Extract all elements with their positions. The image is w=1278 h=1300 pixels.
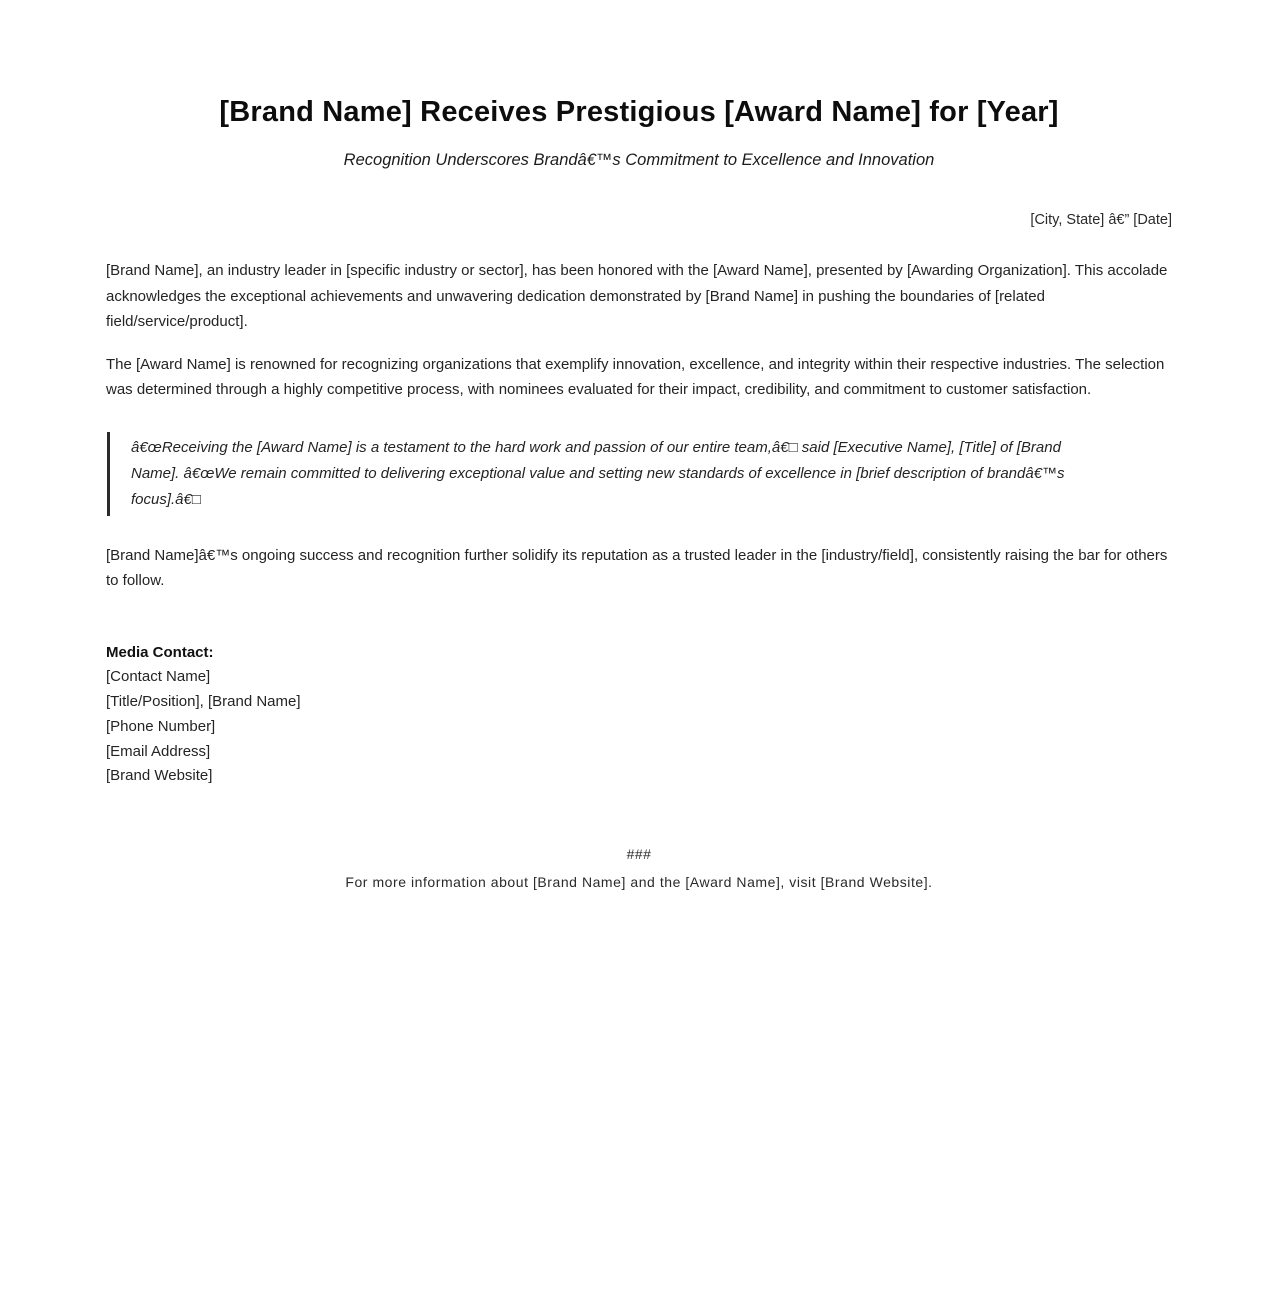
media-contact-title: [Title/Position], [Brand Name]: [106, 693, 301, 711]
media-contact-email: [Email Address]: [106, 742, 211, 760]
document-body: [106, 258, 1172, 594]
end-marker: ###: [626, 846, 652, 863]
body-paragraph-1: [Brand Name], an industry leader in [specific industry or sector], has been honored with the [Award Name], presented by [Awarding Organization]. This accolade acknowledges the exceptional achievements and unwavering dedication demonstrated by [Brand Name] in pushing the boundaries of [related field/service/product].: [106, 262, 1168, 330]
media-contact-section: [106, 641, 1172, 790]
document-subtitle: Recognition Underscores Brandâ€™s Commitment to Excellence and Innovation: [343, 151, 935, 169]
dateline: [City, State] â€” [Date]: [1030, 212, 1172, 228]
media-contact-heading: Media Contact:: [106, 643, 214, 661]
media-contact-website: [Brand Website]: [106, 767, 213, 785]
footer-note: For more information about [Brand Name] and the [Award Name], visit [Brand Website].: [345, 874, 933, 891]
media-contact-phone: [Phone Number]: [106, 717, 216, 735]
body-paragraph-3: [Brand Name]â€™s ongoing success and recognition further solidify its reputation as a trusted leader in the [industry/field], consistently raising the bar for others to follow.: [106, 546, 1168, 589]
page-title: [Brand Name] Receives Prestigious [Award Name] for [Year]: [219, 96, 1059, 128]
media-contact-name: [Contact Name]: [106, 668, 211, 686]
document-footer: [106, 845, 1172, 892]
executive-quote: â€œReceiving the [Award Name] is a testament to the hard work and passion of our entire team,â€□ said [Executive Name], [Title] of [Brand Name]. â€œWe remain committed to delivering exceptional value and setting new standards of excellence in [brief description of brandâ€™s focus].â€□: [107, 432, 1172, 516]
body-paragraph-2: The [Award Name] is renowned for recognizing organizations that exemplify innovation, excellence, and integrity within their respective industries. The selection was determined through a highly competitive process, with nominees evaluated for their impact, credibility, and commitment to customer satisfaction.: [106, 355, 1165, 398]
